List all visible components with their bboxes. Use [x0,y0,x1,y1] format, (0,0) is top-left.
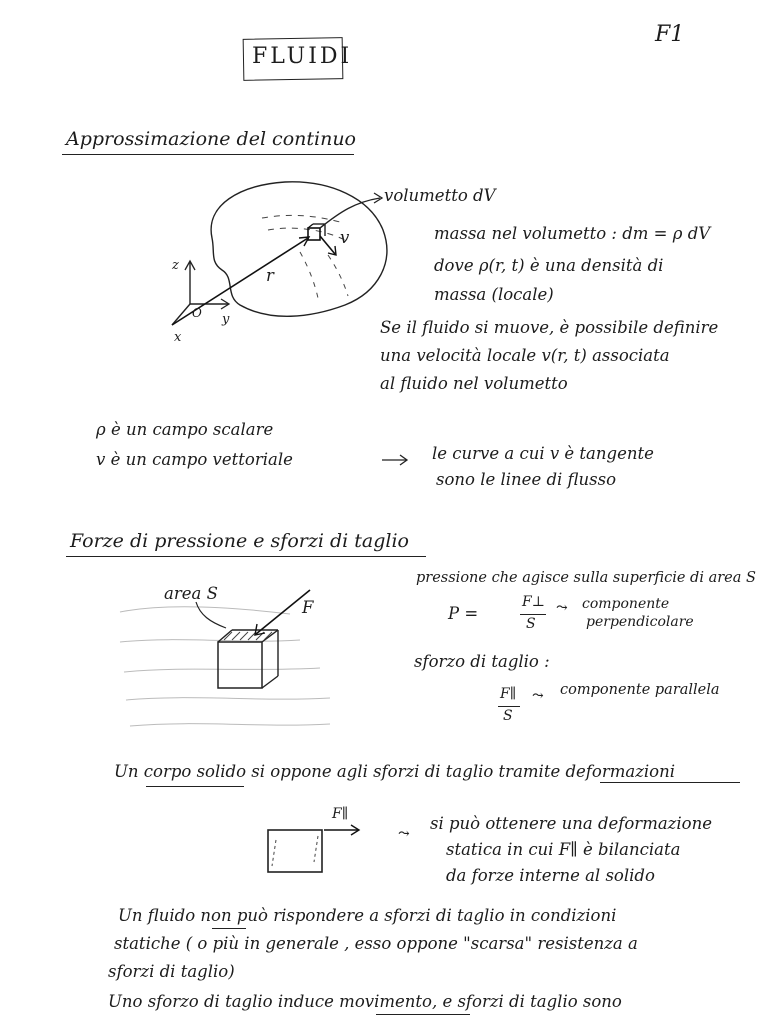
deformation-line-3: da forze interne al solido [446,866,655,885]
vector-field-line: v è un campo vettoriale [96,450,293,469]
deformation-line: si può ottenere una deformazione [430,814,712,833]
fluid-line-2: statiche ( o più in generale , esso oppone "scarsa" resistenza a [114,934,638,953]
fluid-line-3: sforzi di taglio) [108,962,235,981]
pressure-formula: P = [448,604,479,623]
page-number: F1 [655,22,685,47]
pressure-def-line: pressione che agisce sulla superficie di area S [416,570,756,586]
mass-line: massa nel volumetto : dm = ρ dV [434,224,711,243]
deformation-line-2: statica in cui F∥ è bilanciata [446,840,681,859]
shear-numerator: F∥ [500,686,517,702]
v-vector-label: v [340,228,350,247]
velocity-line: Se il fluido si muove, è possibile definire [380,318,719,337]
pressure-numerator: F⊥ [522,594,545,610]
solid-body-line: Un corpo solido si oppone agli sforzi di taglio tramite deformazioni [114,762,676,781]
y-axis-label: y [222,312,230,327]
underline-movimento [376,1014,470,1015]
scalar-field-line: ρ è un campo scalare [96,420,274,439]
pressure-denominator: S [526,616,536,632]
section-heading-pressure: Forze di pressione e sforzi di taglio [70,530,409,552]
squiggle-arrow: ⤳ [532,688,544,704]
deform-force-label: F∥ [332,806,349,822]
perpendicular-label: perpendicolare [586,614,694,630]
x-axis-label: x [174,330,182,345]
flux-line: le curve a cui v è tangente [432,444,654,463]
squiggle-arrow: ⤳ [398,826,410,842]
area-label: area S [164,584,218,603]
shear-denominator: S [503,708,513,724]
velocity-line-3: al fluido nel volumetto [380,374,568,393]
fluid-line-4: Uno sforzo di taglio induce movimento, e sforzi di taglio sono [108,992,622,1011]
z-axis-label: z [172,258,179,273]
flux-line-2: sono le linee di flusso [436,470,617,489]
origin-label: O [192,306,202,320]
shear-stress-line: sforzo di taglio : [414,652,550,671]
volume-label: volumetto dV [384,186,496,205]
force-label: F [302,598,314,617]
velocity-line-2: una velocità locale v(r, t) associata [380,346,670,365]
density-line-2: massa (locale) [434,285,554,304]
underline-non [212,928,246,929]
r-vector-label: r [266,266,274,285]
section-heading-continuum: Approssimazione del continuo [66,128,357,150]
density-line: dove ρ(r, t) è una densità di [434,256,664,275]
component-label: componente [582,596,670,612]
page-title: FLUIDI [252,44,353,69]
fluid-line: Un fluido non può rispondere a sforzi di taglio in condizioni [118,906,617,925]
parallel-label: componente parallela [560,682,720,698]
squiggle-arrow: ⤳ [556,600,568,616]
